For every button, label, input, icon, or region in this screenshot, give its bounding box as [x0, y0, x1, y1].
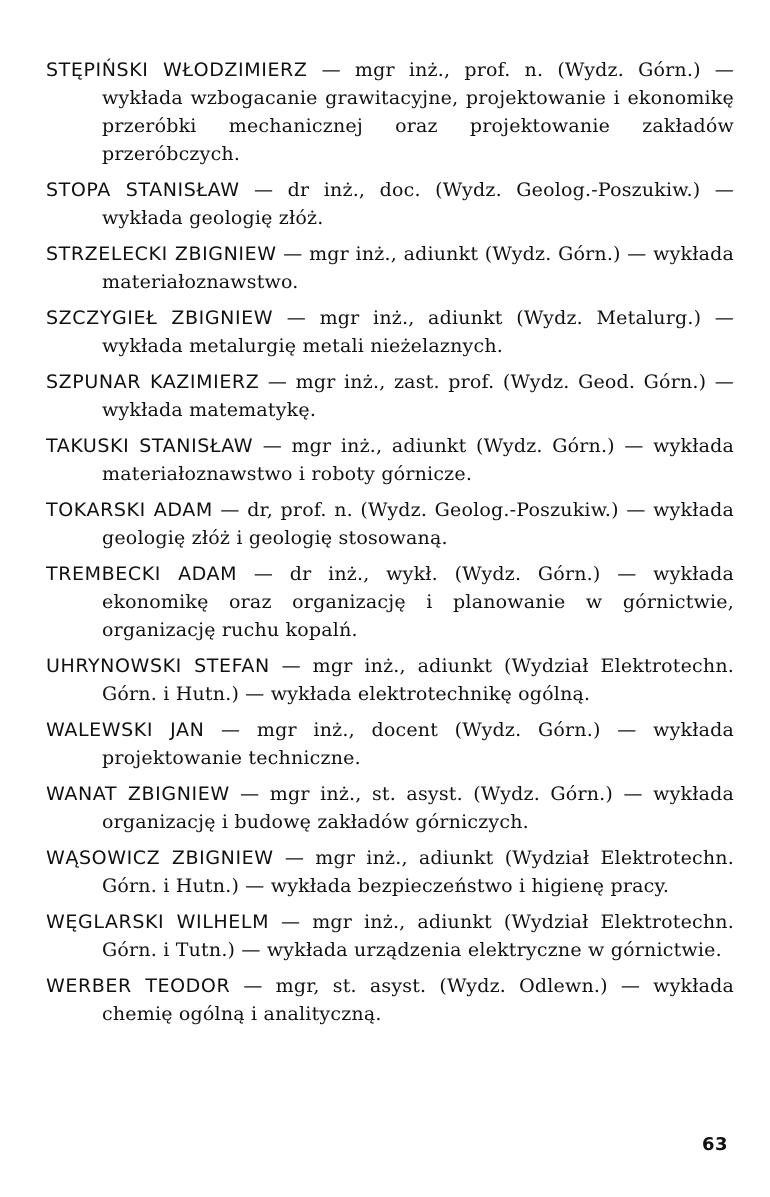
- staff-description: — mgr inż., st. asyst. (Wydz. Górn.) — wykłada organizację i budowę zakładów górniczych.: [102, 783, 734, 833]
- staff-description: — dr, prof. n. (Wydz. Geolog.-Poszukiw.) — wykłada geologię złóż i geologię stosowaną.: [102, 499, 734, 549]
- staff-entry: [46, 368, 734, 424]
- staff-entry: [46, 240, 734, 296]
- staff-entry: [46, 780, 734, 836]
- staff-entry: [46, 908, 734, 964]
- staff-description: — mgr inż., adiunkt (Wydz. Górn.) — wykłada materiałoznawstwo i roboty górnicze.: [102, 435, 734, 485]
- staff-entry: [46, 716, 734, 772]
- staff-description: — mgr inż., adiunkt (Wydz. Metalurg.) — wykłada metalurgię metali nieżelaznych.: [102, 307, 734, 357]
- staff-entry: [46, 652, 734, 708]
- staff-entry: [46, 432, 734, 488]
- staff-name: WĘGLARSKI WILHELM: [46, 911, 270, 933]
- staff-name: STĘPIŃSKI WŁODZIMIERZ: [46, 59, 308, 81]
- staff-name: STOPA STANISŁAW: [46, 179, 240, 201]
- staff-description: — dr inż., doc. (Wydz. Geolog.-Poszukiw.) — wykłada geologię złóż.: [102, 179, 734, 229]
- staff-entry: [46, 304, 734, 360]
- staff-name: WĄSOWICZ ZBIGNIEW: [46, 847, 274, 869]
- staff-description: — dr inż., wykł. (Wydz. Górn.) — wykłada ekonomikę oraz organizację i planowanie w górnictwie, organizację ruchu kopalń.: [102, 563, 734, 641]
- staff-entry: [46, 972, 734, 1028]
- staff-name: WERBER TEODOR: [46, 975, 231, 997]
- staff-entry: [46, 56, 734, 168]
- staff-name: SZCZYGIEŁ ZBIGNIEW: [46, 307, 274, 329]
- staff-name: WANAT ZBIGNIEW: [46, 783, 230, 805]
- staff-description: — mgr inż., zast. prof. (Wydz. Geod. Górn.) — wykłada matematykę.: [102, 371, 735, 421]
- staff-name: WALEWSKI JAN: [46, 719, 205, 741]
- staff-description: — mgr, st. asyst. (Wydz. Odlewn.) — wykłada chemię ogólną i analityczną.: [102, 975, 734, 1025]
- staff-description: — mgr inż., docent (Wydz. Górn.) — wykłada projektowanie techniczne.: [102, 719, 734, 769]
- page-number: 63: [701, 1134, 728, 1155]
- staff-entry: [46, 560, 734, 644]
- staff-description: — mgr inż., adiunkt (Wydział Elektrotechn. Górn. i Tutn.) — wykłada urządzenia elektryczne w górnictwie.: [102, 911, 734, 961]
- staff-entry-list: [46, 56, 734, 1036]
- staff-entry: [46, 496, 734, 552]
- staff-name: STRZELECKI ZBIGNIEW: [46, 243, 277, 265]
- staff-name: UHRYNOWSKI STEFAN: [46, 655, 270, 677]
- staff-entry: [46, 844, 734, 900]
- staff-name: TAKUSKI STANISŁAW: [46, 435, 254, 457]
- staff-name: TOKARSKI ADAM: [46, 499, 213, 521]
- staff-name: SZPUNAR KAZIMIERZ: [46, 371, 260, 393]
- staff-description: — mgr inż., adiunkt (Wydz. Górn.) — wykłada materiałoznawstwo.: [102, 243, 734, 293]
- staff-name: TREMBECKI ADAM: [46, 563, 238, 585]
- staff-description: — mgr inż., adiunkt (Wydział Elektrotechn. Górn. i Hutn.) — wykłada bezpieczeństwo i higienę pracy.: [102, 847, 734, 897]
- staff-description: — mgr inż., prof. n. (Wydz. Górn.) — wykłada wzbogacanie grawitacyjne, projektowanie i ekonomikę przeróbki mechanicznej oraz projektowanie zakładów przeróbczych.: [102, 59, 734, 165]
- staff-description: — mgr inż., adiunkt (Wydział Elektrotechn. Górn. i Hutn.) — wykłada elektrotechnikę ogólną.: [102, 655, 734, 705]
- staff-entry: [46, 176, 734, 232]
